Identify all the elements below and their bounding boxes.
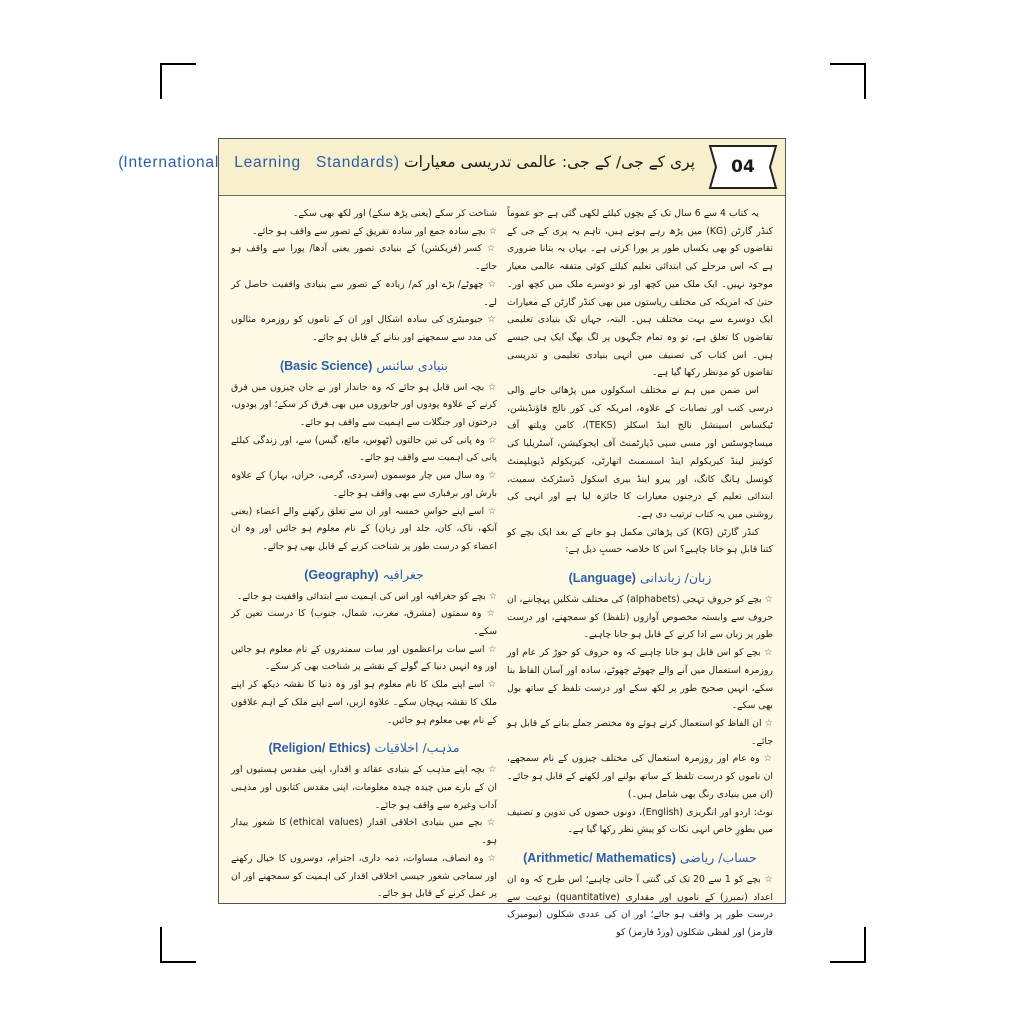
star-icon: ☆	[759, 753, 773, 765]
list-item: ☆ وہ انصاف، مساوات، ذمہ داری، احترام، دوسروں کا خیال رکھنے اور سماجی شعور جیسی اخلاقی اقدار کی اہمیت کو سمجھنے اور ان پر عمل کرنے کے قابل ہو جائے۔	[231, 852, 497, 900]
star-icon: ☆	[760, 647, 773, 659]
list-item: ☆ بچہ اپنے مذہب کے بنیادی عقائد و اقدار، اپنی مقدس ہستیوں اور ان کے بارے میں چیدہ چیدہ معلومات، اپنی مقدس کتابوں اور مذہبی آداب وغیرہ سے واقف ہو جائے۔	[231, 764, 497, 811]
chapter-badge	[707, 143, 779, 191]
list-item: ☆ ان الفاظ کو استعمال کرتے ہوئے وہ مختصر جملے بنانے کے قابل ہو جائے۔	[507, 717, 773, 747]
star-icon: ☆	[484, 764, 497, 776]
list-item: ☆ بچے کو جغرافیہ اور اس کی اہمیت سے ابتدائی واقفیت ہو جائے۔	[236, 590, 497, 602]
list-item: ☆ بچے کو اس قابل ہو جانا چاہیے کہ وہ حروف کو جوڑ کر عام اور روزمرہ استعمال میں آنے والے چھوٹے چھوٹے، سادہ اور آسان الفاظ بنا سکے، انہیں صحیح طور پر لکھ سکے اور درست تلفظ کے ساتھ بول بھی سکے۔	[507, 647, 773, 712]
list-item: ☆ بچے کو 1 سے 20 تک کی گنتی آ جانی چاہیے؛ اس طرح کہ وہ ان اعداد (نمبرز) کے ناموں اور مقداری (quantitative) نوعیت سے درست طور پر واقف ہو جائے؛ اور ان کی عددی شکلوں (نیومیرک فارمز) اور لفظی شکلوں (ورڈ فارمز) کو	[507, 873, 773, 939]
list-item: ☆ بچے میں بنیادی اخلاقی اقدار (ethical values) کا شعور بیدار ہو۔	[231, 817, 497, 847]
list-item: ☆ وہ عام اور روزمرہ استعمال کی مختلف چیزوں کے نام سمجھے، ان ناموں کو درست تلفظ کے ساتھ بولنے اور لکھنے کے قابل ہو جائے۔ (ان میں بنیادی رنگ بھی شامل ہیں۔)	[507, 753, 773, 800]
section-heading-religion	[231, 739, 497, 757]
page-header	[118, 139, 785, 196]
section-heading-language	[507, 569, 773, 587]
heading-english: (Arithmetic/ Mathematics)	[523, 850, 676, 865]
section-heading-math	[507, 849, 773, 867]
heading-urdu: زبان/ زباندانی	[639, 570, 712, 586]
star-icon: ☆	[484, 643, 497, 655]
list-item: ☆ بچے سادہ جمع اور سادہ تفریق کے تصور سے واقف ہو جائے۔	[251, 225, 497, 237]
crop-mark-top-left	[160, 63, 196, 99]
heading-urdu: بنیادی سائنس	[376, 357, 449, 373]
star-icon: ☆	[481, 608, 497, 620]
heading-urdu: جغرافیہ	[382, 566, 424, 582]
star-icon: ☆	[485, 590, 497, 602]
document-page	[118, 138, 786, 939]
star-icon: ☆	[484, 381, 497, 393]
star-icon: ☆	[761, 717, 773, 729]
list-item: ☆ اسے اپنے حواسِ خمسہ اور ان سے تعلق رکھنے والے اعضاء (یعنی آنکھ، ناک، کان، جلد اور زبان) کے نام معلوم ہو جائیں اور وہ ان اعضاء کو درست طور پر شناخت کرنے کے قابل بھی ہو جائے۔	[231, 505, 497, 552]
star-icon: ☆	[485, 225, 497, 237]
heading-english: (Geography)	[304, 567, 379, 582]
list-item: ☆ وہ سمتوں (مشرق، مغرب، شمال، جنوب) کا درست تعین کر سکے۔	[231, 608, 497, 638]
list-item: ☆ جیومیٹری کی سادہ اشکال اور ان کے ناموں کو روزمرہ مثالوں کی مدد سے سمجھنے اور بنانے کے قابل ہو جائے۔	[231, 314, 497, 343]
star-icon: ☆	[484, 434, 497, 446]
list-item: ☆ وہ پانی کی تین حالتوں (ٹھوس، مائع، گیس) سے، اور زندگی کیلئے پانی کی اہمیت سے واقف ہو جائے۔	[231, 434, 497, 464]
heading-english: (Basic Science)	[279, 358, 373, 373]
star-icon: ☆	[482, 817, 497, 829]
star-icon: ☆	[484, 470, 497, 482]
title-english: (International Learning Standards)	[118, 154, 400, 171]
list-item: ☆ اسے اپنے ملک کا نام معلوم ہو اور وہ دنیا کا نقشہ دیکھ کر اپنے ملک کا نقشہ پہچان سکے۔ علاوہ ازیں، اسے اپنے ملک کے اہم علاقوں کے نام بھی معلوم ہو جائیں۔	[231, 679, 497, 726]
list-item: ☆ چھوٹے/ بڑے اور کم/ زیادہ کے تصور سے بنیادی واقفیت حاصل کر لے۔	[231, 278, 497, 308]
continuation-text: شناخت کر سکے (یعنی پڑھ سکے) اور لکھ بھی سکے۔	[292, 208, 497, 219]
star-icon: ☆	[484, 505, 497, 517]
intro-paragraph-2: اس ضمن میں ہم نے مختلف اسکولوں میں پڑھائی جانے والی درسی کتب اور نصابات کے علاوہ، امریکہ کی کور نالج فاؤنڈیشن، ٹیکساس اسینشل نالج اینڈ اسکلز (TEKS)، کامن ویلتھ آف میساچوسٹس اور مسی سپی ڈپارٹمنٹ آف ایجوکیشن، آسٹریلیا کی کوئینز لینڈ کیریکولم اینڈ اسسمنٹ اتھارٹی، کیریکولم ڈیویلپمنٹ کونسل ہانگ کانگ، اور پیرو اینڈ بیری اسکول ڈسٹرکٹ سمیت، ابتدائی تعلیم کے درجنوں معیارات کا جائزہ لیا ہے اور انہی کی روشنی میں یہ کتاب ترتیب دی ہے۔	[507, 385, 773, 520]
list-item: ☆ وہ سال میں چار موسموں (سردی، گرمی، خزاں، بہار) کے علاوہ بارش اور برفباری سے بھی واقف ہو جائے۔	[231, 470, 497, 499]
left-column	[231, 205, 497, 903]
star-icon: ☆	[483, 679, 497, 691]
list-item: ☆ بچے کو حروفِ تہجی (alphabets) کی مختلف شکلیں پہچاننے، ان حروف سے وابستہ مخصوص آوازوں (تلفظ) کو سمجھنے، اور درست طور پر زبان سے ادا کرنے کے قابل ہو جانا چاہیے۔	[507, 594, 773, 641]
star-icon: ☆	[481, 243, 497, 255]
star-icon: ☆	[761, 594, 773, 606]
intro-paragraph-3: کنڈر گارٹن (KG) کی پڑھائی مکمل ہو جانے کے بعد ایک بچے کو کتنا قابل ہو جانا چاہیے؟ اس کا خلاصہ حسبِ ذیل ہے:	[507, 526, 773, 556]
heading-urdu: حساب/ ریاضی	[679, 849, 757, 865]
page-title	[118, 153, 695, 172]
crop-mark-bottom-left	[160, 927, 196, 963]
heading-urdu: مذہب/ اخلاقیات	[374, 740, 460, 756]
section-heading-geography	[231, 566, 497, 584]
heading-english: (Language)	[568, 571, 636, 586]
language-note: نوٹ: اردو اور انگریزی (English)، دونوں حصوں کی تدوین و تصنیف میں بطورِ خاص انہی نکات کو پیشِ نظر رکھا گیا ہے۔	[507, 806, 773, 836]
title-urdu: پری کے جی/ کے جی: عالمی تدریسی معیارات	[404, 153, 695, 171]
intro-paragraph-1: یہ کتاب 4 سے 6 سال تک کے بچوں کیلئے لکھی گئی ہے جو عموماً کنڈر گارٹن (KG) میں پڑھ رہے ہوتے ہیں، تاہم یہ پری کے جی کے تقاضوں کو بھی یکساں طور پر پورا کرتی ہے۔ یہاں یہ بتانا ضروری ہے کہ اس مرحلے کی ابتدائی تعلیم کیلئے کوئی متفقہ عالمی معیار موجود نہیں۔ ایک ملک میں کچھ اور تو دوسرے ملک میں کچھ اور۔ حتیٰ کہ امریکہ کی مختلف ریاستوں میں بھی کنڈر گارٹن کے معیارات ایک دوسرے سے بہت مختلف ہیں۔ البتہ، جہاں تک بنیادی تعلیمی تقاضوں کا تعلق ہے، تو وہ تمام جگہوں پر لگ بھگ ایک ہی جیسے ہیں۔ اس کتاب کی تصنیف میں انہی بنیادی تعلیمی و تدریسی تقاضوں کو مدِنظر رکھا گیا ہے۔	[507, 208, 773, 379]
list-item: ☆ بچہ اس قابل ہو جائے کہ وہ جاندار اور بے جان چیزوں میں فرق کرنے کے علاوہ پودوں اور جانوروں میں بھی فرق کر سکے؛ اور پودوں، درختوں اور جنگلات سے اہمیت سے واقف ہو جائے۔	[231, 381, 497, 429]
star-icon: ☆	[482, 314, 497, 326]
list-item: ☆ اسے سات براعظموں اور سات سمندروں کے نام معلوم ہو جائیں اور وہ انہیں دنیا کے گولے کے نقشے پر شناخت بھی کر سکے۔	[231, 643, 497, 673]
chapter-number: 04	[731, 157, 755, 177]
star-icon: ☆	[483, 852, 497, 864]
star-icon: ☆	[760, 873, 773, 885]
star-icon: ☆	[483, 278, 497, 290]
list-item: ☆ کسر (فریکشن) کے بنیادی تصور یعنی آدھا/ پورا سے واقف ہو جائے۔	[231, 243, 497, 273]
crop-mark-bottom-right	[830, 927, 866, 963]
right-column	[507, 205, 773, 942]
section-heading-science	[231, 357, 497, 375]
heading-english: (Religion/ Ethics)	[268, 741, 371, 756]
crop-mark-top-right	[830, 63, 866, 99]
